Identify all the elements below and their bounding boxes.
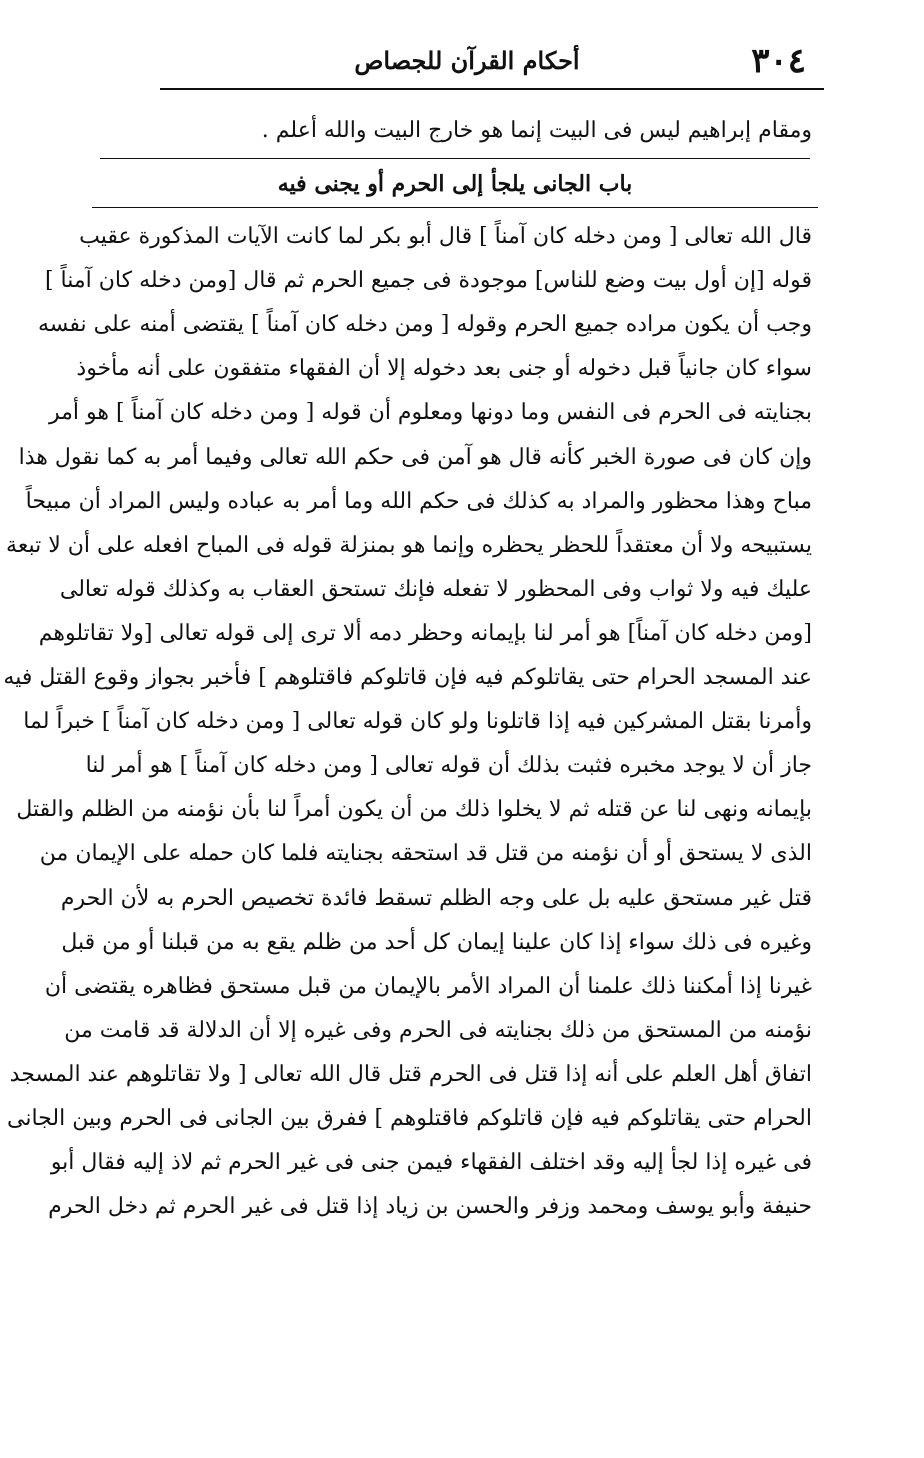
body-line: بإيمانه ونهى لنا عن قتله ثم لا يخلوا ذلك من أن يكون أمراً لنا بأن نؤمنه من الظلم والقتل	[16, 797, 812, 823]
body-line: اتفاق أهل العلم على أنه إذا قتل فى الحرم قتل قال الله تعالى [ ولا تقاتلوهم عند المسجد	[9, 1061, 812, 1087]
body-line: عند المسجد الحرام حتى يقاتلوكم فيه فإن قاتلوكم فاقتلوهم ] فأخبر بجواز وقوع القتل فيه	[3, 665, 812, 690]
body-line: يستبيحه ولا أن معتقداً للحظر يحظره وإنما هو بمنزلة قوله فى المباح افعله على أن لا تبعة	[6, 532, 812, 558]
body-line: قال الله تعالى [ ومن دخله كان آمناً ] قال أبو بكر لما كانت الآيات المذكورة عقيب	[79, 224, 812, 249]
body-line: نؤمنه من المستحق من ذلك بجنايته فى الحرم وفى غيره إلا أن الدلالة قد قامت من	[64, 1017, 812, 1043]
body-line: قوله [إن أول بيت وضع للناس] موجودة فى جميع الحرم ثم قال [ومن دخله كان آمناً ]	[44, 268, 812, 294]
body-line: وأمرنا بقتل المشركين فيه إذا قاتلونا ولو كان قوله تعالى [ ومن دخله كان آمناً ] خبراً لما	[23, 709, 812, 735]
body-line: الحرام حتى يقاتلوكم فيه فإن قاتلوكم فاقتلوهم ] ففرق بين الجانى فى الحرم وبين الجانى	[7, 1106, 812, 1131]
body-line: وجب أن يكون مراده جميع الحرم وقوله [ ومن دخله كان آمناً ] يقتضى أمنه على نفسه	[37, 312, 812, 338]
intro-line: ومقام إبراهيم ليس فى البيت إنما هو خارج البيت والله أعلم .	[261, 118, 812, 143]
book-title: أحكام القرآن للجصاص	[354, 46, 580, 75]
body-line: سواء كان جانياً قبل دخوله أو جنى بعد دخوله إلا أن الفقهاء متفقون على أنه مأخوذ	[76, 356, 812, 382]
chapter-heading: باب الجانى يلجأ إلى الحرم أو يجنى فيه	[277, 171, 633, 197]
section-rule-top	[100, 158, 810, 159]
page-number: ٣٠٤	[751, 41, 806, 81]
body-line: عليك فيه ولا ثواب وفى المحظور لا تفعله فإنك تستحق العقاب به وكذلك قوله تعالى	[59, 576, 812, 602]
body-line: حنيفة وأبو يوسف ومحمد وزفر والحسن بن زياد إذا قتل فى غير الحرم ثم دخل الحرم	[48, 1194, 812, 1220]
body-line: بجنايته فى الحرم فى النفس وما دونها ومعلوم أن قوله [ ومن دخله كان آمناً ] هو أمر	[48, 400, 812, 426]
body-line: وإن كان فى صورة الخبر كأنه قال هو آمن فى حكم الله تعالى وفيما أمر به كما نقول هذا	[18, 444, 812, 470]
running-head	[110, 40, 824, 82]
body-line: مباح وهذا محظور والمراد به كذلك فى حكم الله وما أمر به عباده وليس المراد أن مبيحاً	[25, 488, 812, 514]
body-line: [ومن دخله كان آمناً] هو أمر لنا بإيمانه وحظر دمه ألا ترى إلى قوله تعالى [ولا تقاتلوهم	[38, 620, 812, 646]
header-rule	[160, 88, 824, 90]
body-line: جاز أن لا يوجد مخبره فثبت بذلك أن قوله تعالى [ ومن دخله كان آمناً ] هو أمر لنا	[85, 753, 812, 779]
body-line: قتل غير مستحق عليه بل على وجه الظلم تسقط فائدة تخصيص الحرم به لأن الحرم	[60, 885, 812, 911]
body-line: وغيره فى ذلك سواء إذا كان علينا إيمان كل أحد من ظلم يقع به من قبلنا أو من قبل	[61, 929, 812, 955]
body-line: فى غيره إذا لجأ إليه وقد اختلف الفقهاء فيمن جنى فى غير الحرم ثم لاذ إليه فقال أبو	[50, 1150, 812, 1176]
body-line: الذى لا يستحق أو أن نؤمنه من قتل قد استحقه بجنايته فلما كان حمله على الإيمان من	[39, 841, 812, 867]
body-line: غيرنا إذا أمكننا ذلك علمنا أن المراد الأمر بالإيمان من قبل مستحق فظاهره يقتضى أن	[44, 973, 812, 999]
section-rule-bottom	[92, 207, 818, 208]
